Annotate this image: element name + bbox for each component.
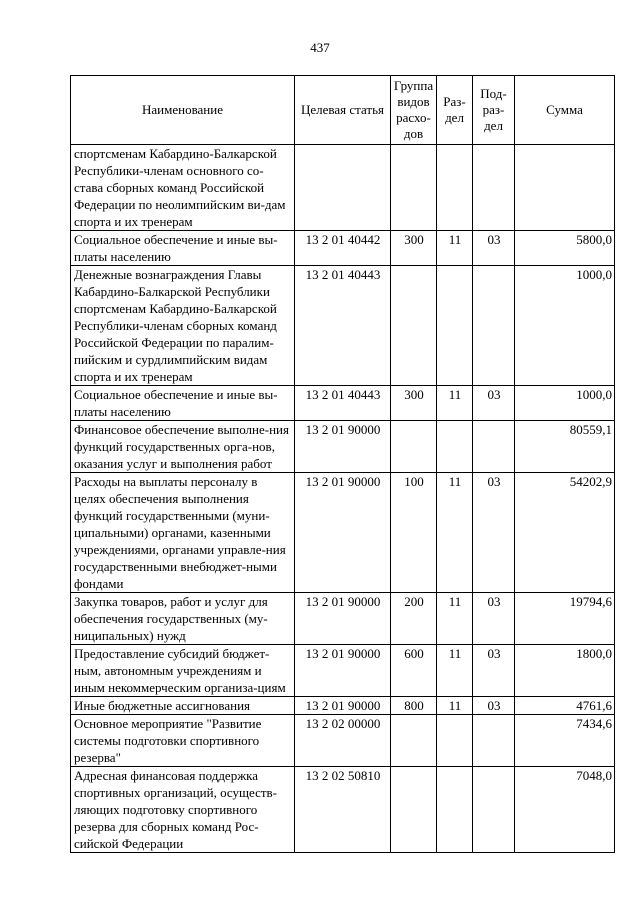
- row-sum: 80559,1: [515, 421, 615, 473]
- row-subsection: 03: [473, 473, 515, 593]
- row-section: 11: [437, 231, 473, 266]
- table-row: [71, 697, 615, 715]
- row-sum: 7048,0: [515, 767, 615, 853]
- row-name: Финансовое обеспечение выполне-ния функций государственных орга-нов, оказания услуг и выполнения работ: [71, 421, 295, 473]
- row-subsection: [473, 145, 515, 231]
- row-name: Денежные вознаграждения Главы Кабардино-Балкарской Республики спортсменам Кабардино-Балкарской Республики-членам сборных команд Российской Федерации по паралим-пийским и сурдлимпийским видам спорта и их тренерам: [71, 266, 295, 386]
- row-expense-group: [391, 715, 437, 767]
- row-target-article: 13 2 01 90000: [295, 473, 391, 593]
- table-row: [71, 145, 615, 231]
- row-sum: 1000,0: [515, 266, 615, 386]
- row-name: спортсменам Кабардино-Балкарской Республики-членам основного со-става сборных команд Российской Федерации по неолимпийским ви-дам спорта и их тренерам: [71, 145, 295, 231]
- table-row: [71, 767, 615, 853]
- row-section: [437, 767, 473, 853]
- row-section: [437, 145, 473, 231]
- row-subsection: 03: [473, 593, 515, 645]
- row-expense-group: 800: [391, 697, 437, 715]
- row-sum: 54202,9: [515, 473, 615, 593]
- row-target-article: 13 2 01 40442: [295, 231, 391, 266]
- row-name: Социальное обеспечение и иные вы-платы населению: [71, 386, 295, 421]
- row-section: 11: [437, 473, 473, 593]
- row-target-article: 13 2 01 90000: [295, 645, 391, 697]
- row-target-article: 13 2 02 00000: [295, 715, 391, 767]
- table-header-row: [71, 76, 615, 145]
- table-row: [71, 266, 615, 386]
- row-sum: 7434,6: [515, 715, 615, 767]
- table-row: [71, 473, 615, 593]
- row-name: Социальное обеспечение и иные вы-платы населению: [71, 231, 295, 266]
- row-expense-group: 600: [391, 645, 437, 697]
- row-section: [437, 421, 473, 473]
- row-subsection: 03: [473, 386, 515, 421]
- row-target-article: 13 2 01 90000: [295, 697, 391, 715]
- table-row: [71, 231, 615, 266]
- row-expense-group: [391, 145, 437, 231]
- header-expense-group: Группа видов расхо-дов: [391, 76, 437, 145]
- row-name: Адресная финансовая поддержка спортивных организаций, осуществ-ляющих подготовку спортивного резерва для сборных команд Рос-сийской Федерации: [71, 767, 295, 853]
- row-subsection: [473, 421, 515, 473]
- table-row: [71, 421, 615, 473]
- row-subsection: 03: [473, 697, 515, 715]
- row-section: [437, 266, 473, 386]
- row-sum: 1800,0: [515, 645, 615, 697]
- row-expense-group: [391, 767, 437, 853]
- row-subsection: [473, 715, 515, 767]
- row-expense-group: 100: [391, 473, 437, 593]
- row-section: 11: [437, 386, 473, 421]
- row-name: Иные бюджетные ассигнования: [71, 697, 295, 715]
- row-name: Закупка товаров, работ и услуг для обеспечения государственных (му-ниципальных) нужд: [71, 593, 295, 645]
- row-section: 11: [437, 593, 473, 645]
- row-sum: [515, 145, 615, 231]
- row-subsection: [473, 266, 515, 386]
- row-target-article: [295, 145, 391, 231]
- row-expense-group: 300: [391, 231, 437, 266]
- table-row: [71, 386, 615, 421]
- row-sum: 4761,6: [515, 697, 615, 715]
- row-target-article: 13 2 01 40443: [295, 266, 391, 386]
- row-target-article: 13 2 02 50810: [295, 767, 391, 853]
- table-row: [71, 593, 615, 645]
- row-target-article: 13 2 01 90000: [295, 421, 391, 473]
- row-target-article: 13 2 01 90000: [295, 593, 391, 645]
- row-section: 11: [437, 645, 473, 697]
- header-section: Раз-дел: [437, 76, 473, 145]
- row-target-article: 13 2 01 40443: [295, 386, 391, 421]
- table-row: [71, 715, 615, 767]
- page-number: 437: [310, 40, 330, 55]
- row-name: Предоставление субсидий бюджет-ным, автономным учреждениям и иным некоммерческим организа-циям: [71, 645, 295, 697]
- row-expense-group: [391, 266, 437, 386]
- row-section: [437, 715, 473, 767]
- row-name: Основное мероприятие "Развитие системы подготовки спортивного резерва": [71, 715, 295, 767]
- row-sum: 19794,6: [515, 593, 615, 645]
- row-section: 11: [437, 697, 473, 715]
- row-subsection: 03: [473, 231, 515, 266]
- row-subsection: [473, 767, 515, 853]
- header-sum: Сумма: [515, 76, 615, 145]
- row-expense-group: 300: [391, 386, 437, 421]
- table-body: [71, 145, 615, 853]
- header-name: Наименование: [71, 76, 295, 145]
- budget-table: [70, 75, 615, 853]
- header-subsection: Под-раз-дел: [473, 76, 515, 145]
- row-expense-group: 200: [391, 593, 437, 645]
- row-sum: 5800,0: [515, 231, 615, 266]
- row-name: Расходы на выплаты персоналу в целях обеспечения выполнения функций государственными (муни-ципальными) органами, казенными учреждениями, органами управле-ния государственными внебюджет-ными фондами: [71, 473, 295, 593]
- row-sum: 1000,0: [515, 386, 615, 421]
- row-expense-group: [391, 421, 437, 473]
- header-target-article: Целевая статья: [295, 76, 391, 145]
- row-subsection: 03: [473, 645, 515, 697]
- table-row: [71, 645, 615, 697]
